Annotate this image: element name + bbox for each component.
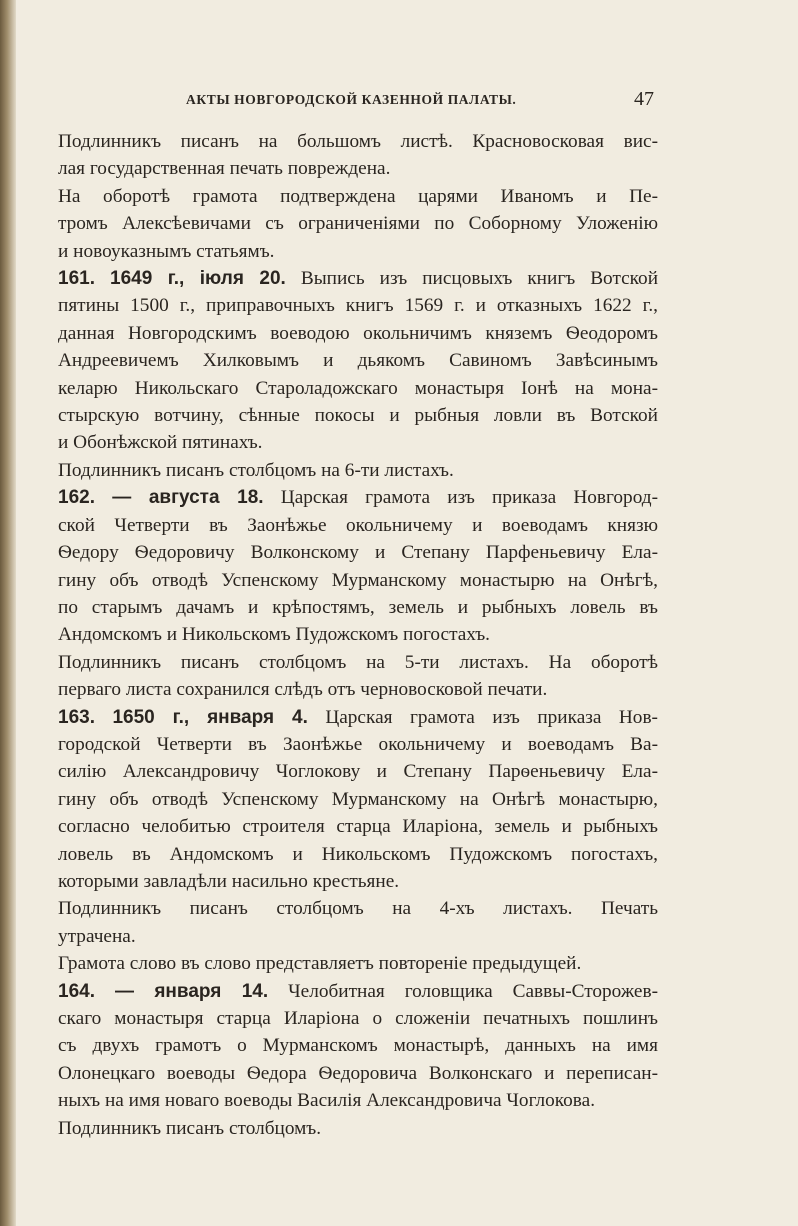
paragraph [58,1115,658,1142]
line-text: Олонецкаго воеводы Ѳедора Ѳедоровича Волконскаго и переписан- [58,1062,658,1084]
text-line [58,155,658,182]
line-text: ской Четверти въ Заонѣжье окольничему и воеводамъ князю [58,514,658,536]
text-line [58,704,658,731]
line-text: Подлинникъ писанъ столбцомъ. [58,1117,322,1139]
text-line [58,1060,658,1087]
paragraph [58,457,658,484]
text-line [58,539,658,566]
text-line [58,1032,658,1059]
text-line [58,594,658,621]
line-text: пятины 1500 г., приправочныхъ книгъ 1569 г. и отказныхъ 1622 г., [58,295,658,317]
line-text: Царская грамота изъ приказа Нов- [325,706,658,728]
text-line [58,978,658,1005]
entry-date: 1650 г., января 4. [112,706,308,728]
line-text: согласно челобитью строителя старца Иларіона, земель и рыбныхъ [58,816,658,838]
line-text: данная Новгородскимъ воеводою окольничимъ княземъ Ѳеодоромъ [58,322,658,344]
text-line [58,868,658,895]
text-line [58,1087,658,1114]
line-text: ловель въ Андомскомъ и Никольскомъ Пудожскомъ погостахъ, [58,843,658,865]
line-text: тромъ Алексѣевичами съ ограниченіями по Соборному Уложенію [58,213,658,235]
entry-number: 162. [58,487,95,509]
paragraph [58,649,658,704]
page-body [58,128,658,1142]
paragraph [58,950,658,977]
line-text: и Обонѣжской пятинахъ. [58,432,263,454]
text-line [58,758,658,785]
line-text: Царская грамота изъ приказа Новгород- [280,487,659,509]
text-line [58,676,658,703]
text-line [58,484,658,511]
text-line [58,238,658,265]
line-text: келарю Никольскаго Староладожскаго монастыря Іонѣ на мона- [58,377,658,399]
text-line [58,210,658,237]
book-spine-shadow [0,0,16,1226]
text-line [58,1005,658,1032]
paragraph [58,183,658,265]
text-line [58,567,658,594]
line-text: скаго монастыря старца Иларіона о сложеніи печатныхъ пошлинъ [58,1008,658,1029]
line-text: Подлинникъ писанъ столбцомъ на 6-ти листахъ. [58,459,454,481]
text-line [58,183,658,210]
line-text: На оборотѣ грамота подтверждена царями Иваномъ и Пе- [58,185,658,207]
line-text: съ двухъ грамотъ о Мурманскомъ монастырѣ, данныхъ на имя [58,1035,658,1057]
entry-date: — января 14. [114,980,269,1002]
line-text: стырскую вотчину, сѣнные покосы и рыбныя ловли въ Вотской [58,405,658,427]
document-entry [58,484,658,648]
text-line [58,292,658,319]
text-line [58,375,658,402]
line-text: силію Александровичу Чоглокову и Степану Парѳеньевичу Ела- [58,761,658,783]
document-entry [58,978,658,1115]
text-line [58,457,658,484]
line-text: Ѳедору Ѳедоровичу Волконскому и Степану Парфеньевичу Ела- [58,542,658,564]
line-text: Челобитная головщика Саввы-Сторожев- [288,980,658,1002]
running-title: АКТЫ НОВГОРОДСКОЙ КАЗЕННОЙ ПАЛАТЫ. [186,92,517,107]
line-text: Андреевичемъ Хилковымъ и дьякомъ Савиномъ Завѣсинымъ [58,350,658,372]
text-line [58,429,658,456]
line-text: Подлинникъ писанъ столбцомъ на 4-хъ листахъ. Печать [58,898,658,920]
line-text: Выпись изъ писцовыхъ книгъ Вотской [300,268,659,290]
text-line [58,320,658,347]
page-header [58,88,658,112]
text-line [58,786,658,813]
entry-number: 163. [58,706,95,728]
text-line [58,895,658,922]
text-line [58,649,658,676]
entry-number: 164. [58,980,95,1002]
text-line [58,731,658,758]
line-text: Подлинникъ писанъ на большомъ листѣ. Красновосковая вис- [58,131,658,152]
text-line [58,1115,658,1142]
line-text: перваго листа сохранился слѣдъ отъ черновосковой печати. [58,679,548,701]
entry-date: 1649 г., іюля 20. [110,268,286,290]
entry-date: — августа 18. [112,487,264,509]
document-entry [58,265,658,457]
paragraph [58,895,658,950]
entry-number: 161. [58,268,95,290]
text-line [58,813,658,840]
line-text: лая государственная печать повреждена. [58,158,391,180]
line-text: Подлинникъ писанъ столбцомъ на 5-ти листахъ. На оборотѣ [58,651,658,673]
text-line [58,402,658,429]
line-text: городской Четверти въ Заонѣжье окольничему и воеводамъ Ва- [58,733,658,755]
line-text: Грамота слово въ слово представляетъ повтореніе предыдущей. [58,953,582,975]
line-text: ныхъ на имя новаго воеводы Василія Александровича Чоглокова. [58,1090,596,1112]
paragraph [58,128,658,183]
line-text: утрачена. [58,925,136,947]
line-text: гину объ отводѣ Успенскому Мурманскому монастырю на Онѣгѣ, [58,569,658,591]
text-line [58,265,658,292]
text-line [58,841,658,868]
line-text: Андомскомъ и Никольскомъ Пудожскомъ погостахъ. [58,624,491,646]
line-text: гину объ отводѣ Успенскому Мурманскому на Онѣгѣ монастырю, [58,788,658,810]
document-entry [58,704,658,896]
text-line [58,347,658,374]
text-line [58,512,658,539]
text-line [58,950,658,977]
text-line [58,128,658,155]
line-text: по старымъ дачамъ и крѣпостямъ, земель и рыбныхъ ловель въ [58,596,658,618]
text-line [58,923,658,950]
line-text: которыми завладѣли насильно крестьяне. [58,870,400,892]
book-page [58,0,658,1226]
page-number: 47 [634,88,654,110]
line-text: и новоуказнымъ статьямъ. [58,240,275,262]
text-line [58,621,658,648]
